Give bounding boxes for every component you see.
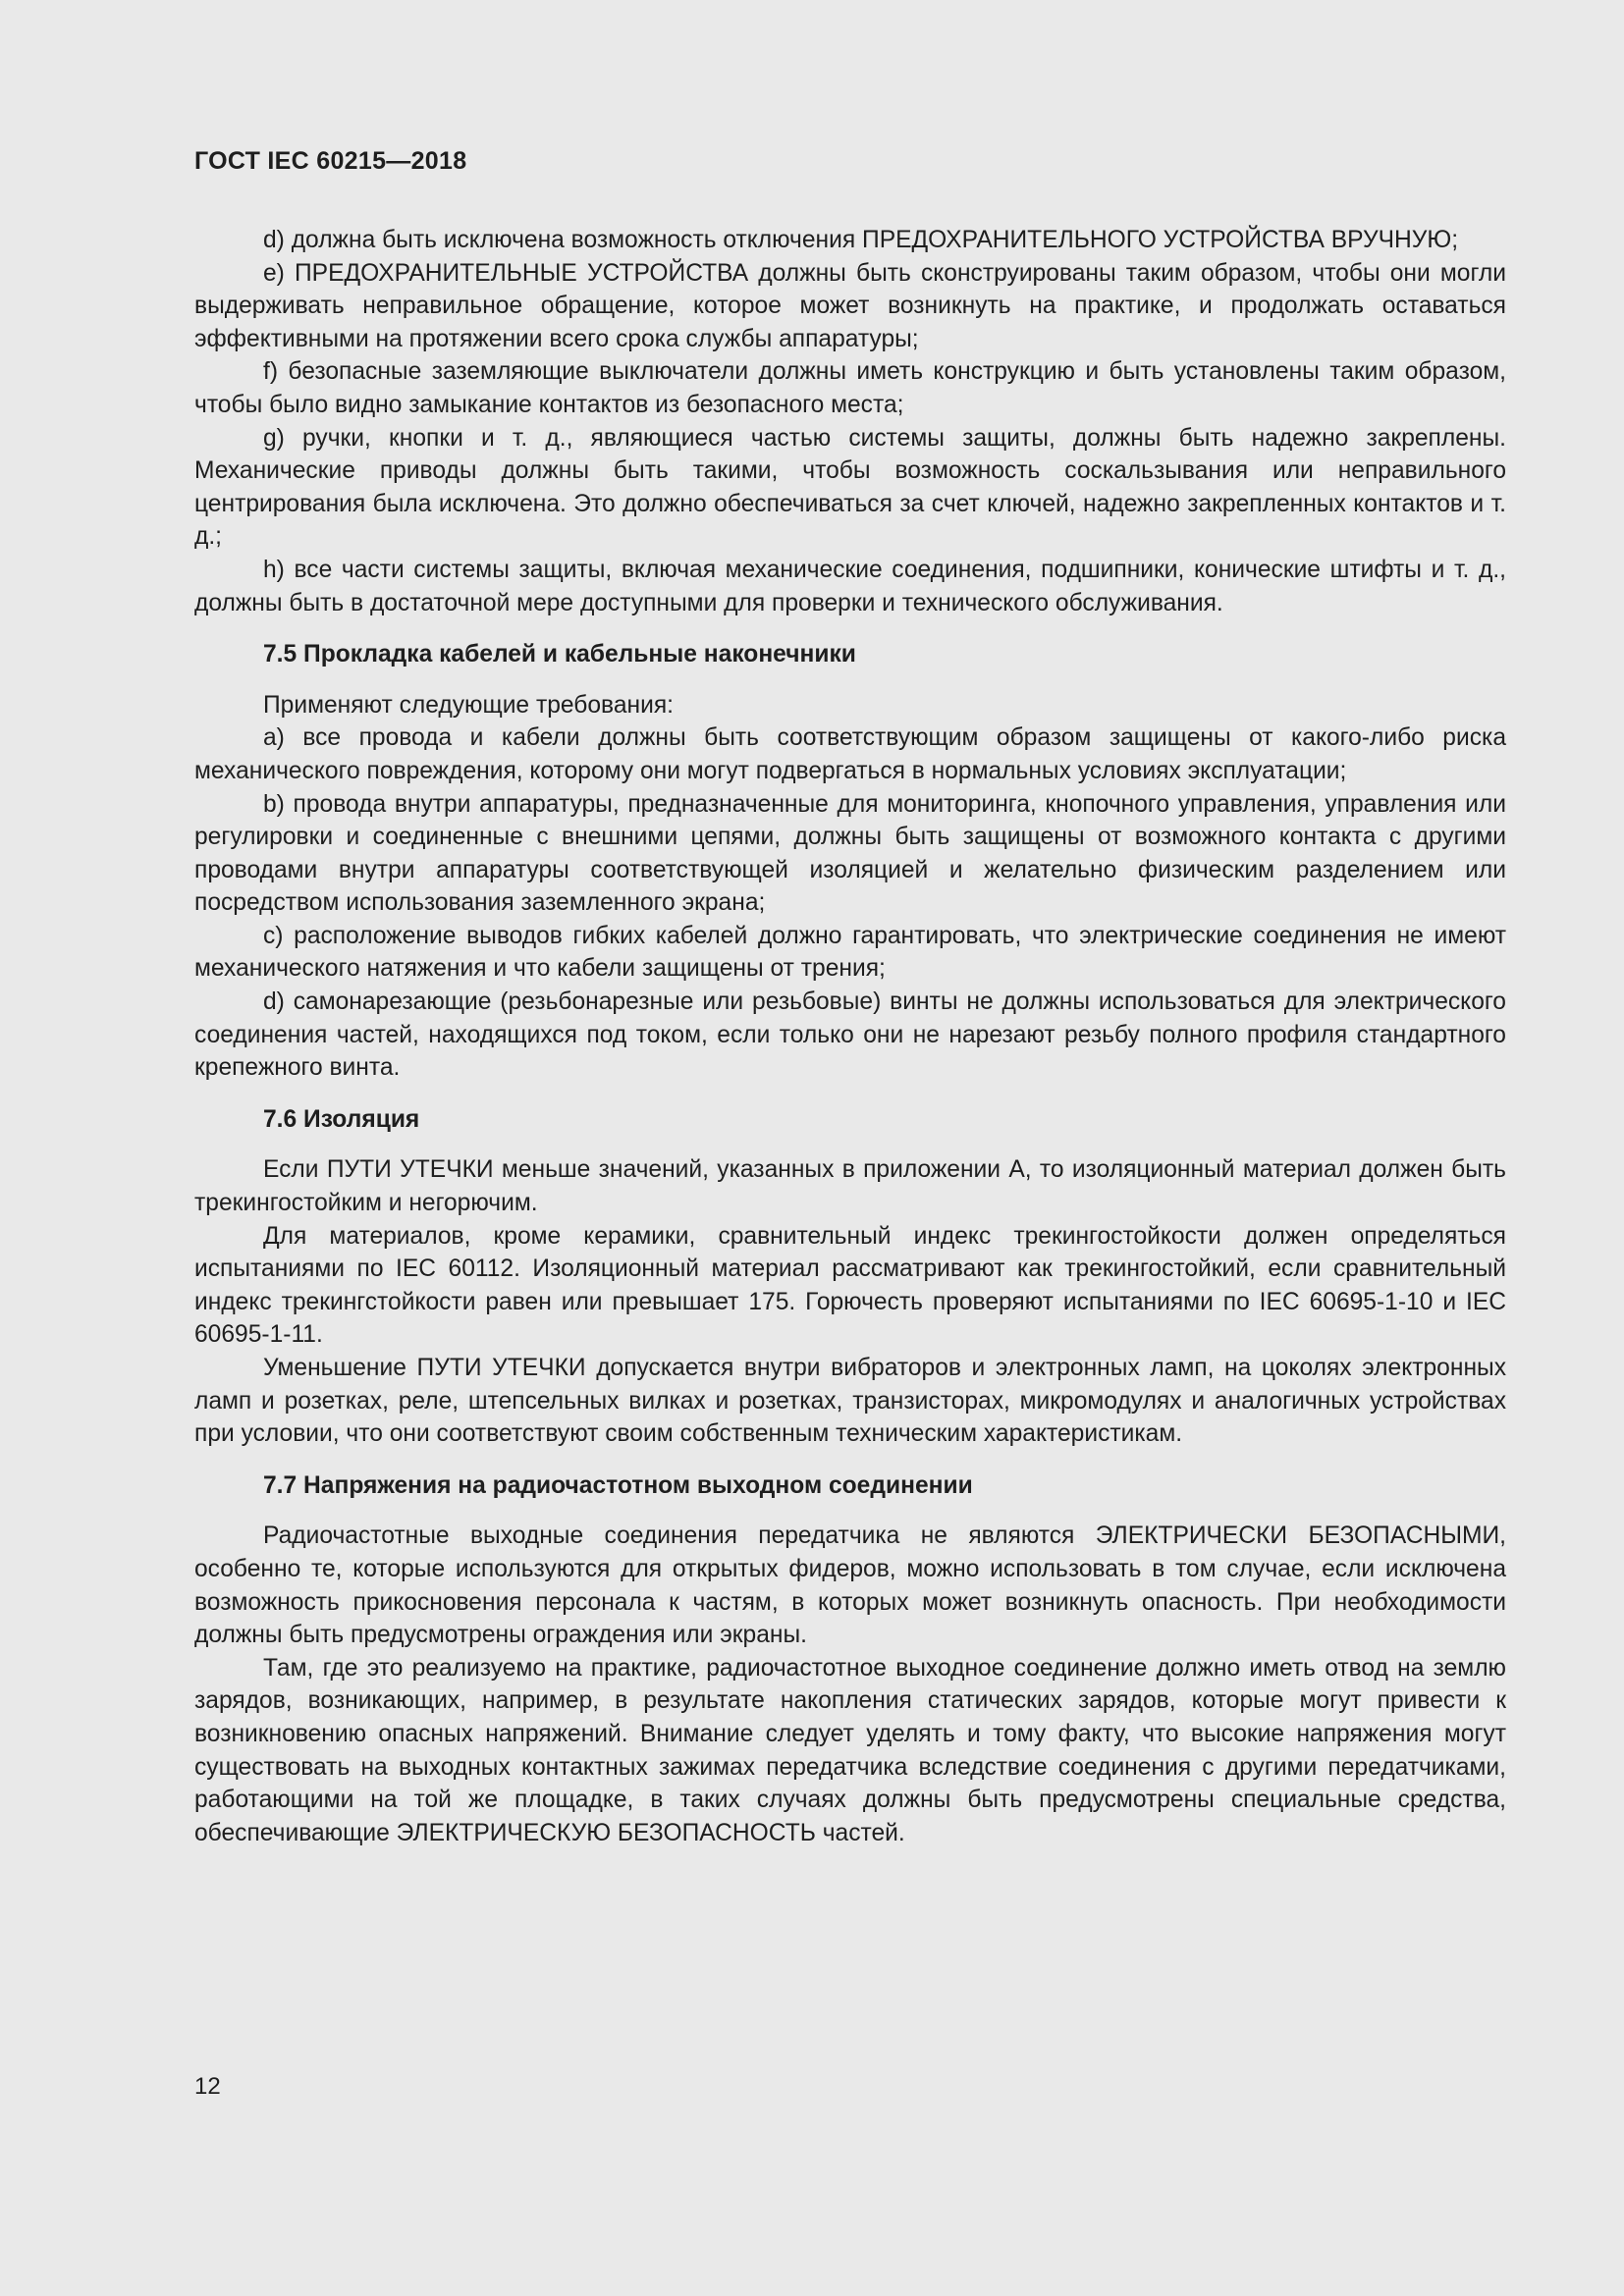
section-heading-7-6: 7.6 Изоляция (263, 1105, 420, 1133)
paragraph-item-g: g) ручки, кнопки и т. д., являющиеся частью системы защиты, должны быть надежно закреплены. Механические приводы должны быть такими, чтобы возможность соскальзывания или неправильного центрирования была исключена. Это должно обеспечиваться за счет ключей, надежно закрепленных контактов и т. д.; (194, 424, 1506, 551)
paragraph: Там, где это реализуемо на практике, радиочастотное выходное соединение должно иметь отвод на землю зарядов, возникающих, например, в результате накопления статических зарядов, которые могут привести к возникновению опасных напряжений. Внимание следует уделять и тому факту, что высокие напряжения могут существовать на выходных контактных зажимах передатчика вследствие соединения с другими передатчиками, работающими на той же площадке, в таких случаях должны быть предусмотрены специальные средства, обеспечивающие ЭЛЕКТРИЧЕСКУЮ БЕЗОПАСНОСТЬ частей. (194, 1654, 1506, 1846)
document-body (194, 224, 1506, 1849)
paragraph-item-b: b) провода внутри аппаратуры, предназначенные для мониторинга, кнопочного управления, управления или регулировки и соединенные с внешними цепями, должны быть защищены от возможного контакта с другими проводами внутри аппаратуры соответствующей изоляцией и желательно физическим разделением или посредством использования заземленного экрана; (194, 790, 1506, 917)
paragraph-item-c: c) расположение выводов гибких кабелей должно гарантировать, что электрические соединения не имеют механического натяжения и что кабели защищены от трения; (194, 922, 1506, 983)
document-header: ГОСТ IEC 60215—2018 (194, 147, 467, 175)
paragraph-item-e: e) ПРЕДОХРАНИТЕЛЬНЫЕ УСТРОЙСТВА должны быть сконструированы таким образом, чтобы они могли выдерживать неправильное обращение, которое может возникнуть на практике, и продолжать оставаться эффективными на протяжении всего срока службы аппаратуры; (194, 259, 1506, 352)
section-heading-7-7: 7.7 Напряжения на радиочастотном выходном соединении (263, 1471, 973, 1499)
paragraph-item-d: d) должна быть исключена возможность отключения ПРЕДОХРАНИТЕЛЬНОГО УСТРОЙСТВА ВРУЧНУЮ; (263, 227, 1459, 253)
paragraph: Для материалов, кроме керамики, сравнительный индекс трекингостойкости должен определяться испытаниями по IEC 60112. Изоляционный материал рассматривают как трекингостойкий, если сравнительный индекс трекингстойкости равен или превышает 175. Горючесть проверяют испытаниями по IEC 60695-1-10 и IEC 60695-1-11. (194, 1222, 1506, 1349)
paragraph: Уменьшение ПУТИ УТЕЧКИ допускается внутри вибраторов и электронных ламп, на цоколях электронных ламп и розетках, реле, штепсельных вилках и розетках, транзисторах, микромодулях и аналогичных устройствах при условии, что они соответствуют своим собственным техническим характеристикам. (194, 1355, 1506, 1448)
paragraph-item-a: a) все провода и кабели должны быть соответствующим образом защищены от какого-либо риска механического повреждения, которому они могут подвергаться в нормальных условиях эксплуатации; (194, 724, 1506, 784)
paragraph: Радиочастотные выходные соединения передатчика не являются ЭЛЕКТРИЧЕСКИ БЕЗОПАСНЫМИ, особенно те, которые используются для открытых фидеров, можно использовать в том случае, если исключена возможность прикосновения персонала к частям, в которых может возникнуть опасность. При необходимости должны быть предусмотрены ограждения или экраны. (194, 1522, 1506, 1649)
paragraph: Применяют следующие требования: (263, 691, 674, 719)
section-heading-7-5: 7.5 Прокладка кабелей и кабельные наконечники (263, 641, 856, 668)
paragraph: Если ПУТИ УТЕЧКИ меньше значений, указанных в приложении А, то изоляционный материал должен быть трекингостойким и негорючим. (194, 1156, 1506, 1217)
page-number: 12 (194, 2073, 221, 2100)
paragraph-item-d: d) самонарезающие (резьбонарезные или резьбовые) винты не должны использоваться для электрического соединения частей, находящихся под током, если только они не нарезают резьбу полного профиля стандартного крепежного винта. (194, 988, 1506, 1082)
paragraph-item-h: h) все части системы защиты, включая механические соединения, подшипники, конические штифты и т. д., должны быть в достаточной мере доступными для проверки и технического обслуживания. (194, 556, 1506, 616)
paragraph-item-f: f) безопасные заземляющие выключатели должны иметь конструкцию и быть установлены таким образом, чтобы было видно замыкание контактов из безопасного места; (194, 358, 1506, 418)
